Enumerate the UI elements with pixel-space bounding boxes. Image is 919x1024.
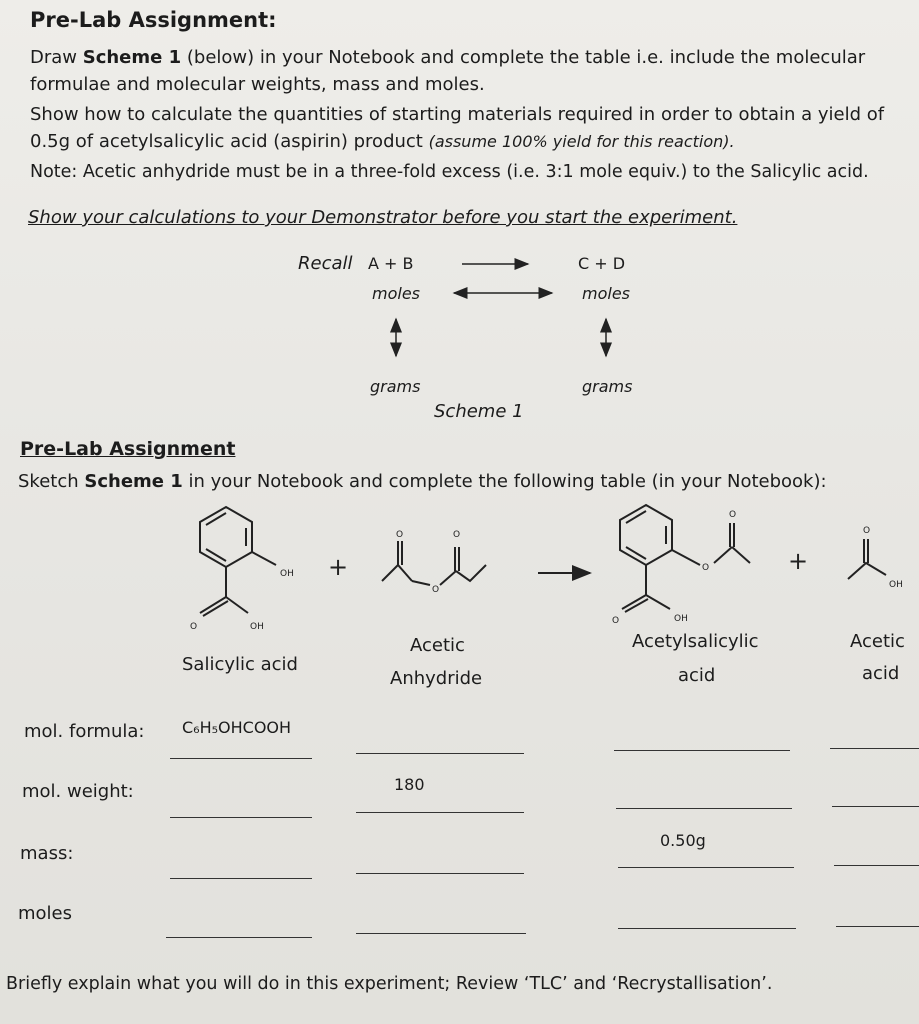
blank-line (618, 867, 794, 868)
row-label-moles: moles (18, 903, 72, 924)
scheme-moles-left: moles (372, 284, 420, 303)
blank-line (170, 817, 312, 818)
anhydride-weight-value: 180 (394, 775, 425, 794)
salicylic-formula-value: C₆H₅OHCOOH (182, 718, 292, 737)
footer-instruction: Briefly explain what you will do in this experiment; Review ‘TLC’ and ‘Recrystallisation’. (6, 974, 773, 994)
line4-italic: (assume 100% yield for this reaction). (428, 132, 735, 151)
name-anhydride-1: Acetic (410, 635, 465, 656)
line1-bold: Scheme 1 (82, 47, 182, 68)
blank-line (830, 748, 919, 749)
section2-post: in your Notebook and complete the following table (in your Notebook): (182, 471, 827, 492)
plus-sign-1: + (328, 553, 349, 581)
blank-line (166, 937, 312, 938)
blank-line (836, 926, 919, 927)
scheme-moles-right: moles (582, 284, 630, 303)
name-salicylic-acid: Salicylic acid (182, 654, 298, 675)
o-label: O (453, 530, 461, 540)
blank-line (356, 753, 524, 754)
acetylsalicylic-acid-structure (620, 505, 750, 612)
acetic-acid-structure (848, 539, 886, 579)
o-label: O (190, 622, 198, 632)
o-label: O (729, 510, 737, 520)
oh-label: OH (674, 614, 688, 624)
oh-label: OH (889, 580, 903, 590)
line1-post: (below) in your Notebook and complete the table i.e. include the molecular (181, 47, 866, 68)
scheme-grams-right: grams (582, 377, 633, 396)
scheme-reactants: A + B (368, 254, 414, 273)
section2-bold: Scheme 1 (84, 471, 183, 492)
scheme-products: C + D (578, 254, 626, 273)
oh-label: OH (280, 569, 294, 579)
blank-line (834, 865, 919, 866)
o-label: O (702, 563, 710, 573)
name-acetic-acid-1: Acetic (850, 631, 905, 652)
salicylic-acid-structure (200, 507, 276, 616)
blank-line (614, 750, 790, 751)
blank-line (356, 933, 526, 934)
line1-pre: Draw (30, 47, 83, 68)
row-label-formula: mol. formula: (24, 721, 145, 742)
blank-line (832, 806, 919, 807)
plus-sign-2: + (788, 547, 809, 575)
section2-instruction (18, 470, 827, 494)
acetic-anhydride-structure (382, 541, 486, 585)
line4-pre: 0.5g of acetylsalicylic acid (aspirin) product (30, 131, 429, 152)
name-aspirin-1: Acetylsalicylic (632, 631, 759, 652)
instruction-line-3: Show how to calculate the quantities of starting materials required in order to obtain a yield of (30, 104, 885, 125)
row-label-mass: mass: (20, 843, 74, 864)
o-label: O (863, 526, 871, 536)
page-title: Pre-Lab Assignment: (30, 8, 277, 32)
name-aspirin-2: acid (678, 665, 716, 686)
section2-pre: Sketch (18, 471, 85, 492)
o-label: O (432, 585, 440, 595)
scheme-arrows (0, 0, 919, 440)
demonstrator-instruction: Show your calculations to your Demonstrator before you start the experiment. (28, 207, 738, 228)
blank-line (616, 808, 792, 809)
row-label-weight: mol. weight: (22, 781, 134, 802)
blank-line (356, 812, 524, 813)
name-anhydride-2: Anhydride (390, 668, 483, 689)
scheme-recall: Recall (298, 253, 353, 274)
blank-line (356, 873, 524, 874)
o-label: O (396, 530, 404, 540)
blank-line (618, 928, 796, 929)
instruction-line-5: Note: Acetic anhydride must be in a three-fold excess (i.e. 3:1 mole equiv.) to the Salicylic acid. (30, 162, 869, 182)
instruction-line-2: formulae and molecular weights, mass and moles. (30, 74, 485, 95)
scheme-caption: Scheme 1 (434, 401, 524, 422)
scheme-grams-left: grams (370, 377, 421, 396)
aspirin-mass-value: 0.50g (660, 831, 706, 850)
name-acetic-acid-2: acid (862, 663, 900, 684)
section2-title: Pre-Lab Assignment (20, 438, 236, 460)
blank-line (170, 758, 312, 759)
blank-line (170, 878, 312, 879)
reaction-structures (0, 495, 919, 645)
oh-label: OH (250, 622, 264, 632)
o-label: O (612, 616, 620, 626)
